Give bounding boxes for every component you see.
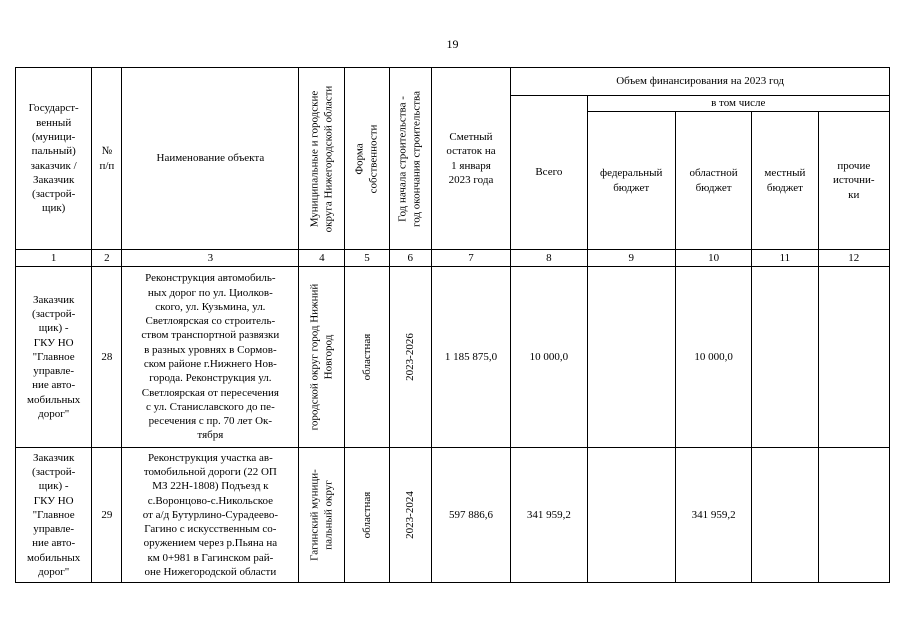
municipality-cell: Гагинский муници- пальный округ — [299, 448, 345, 583]
header-years: Год начала строительства - год окончания строительства — [389, 68, 431, 250]
municipality-cell: городской округ город Нижний Новгород — [299, 267, 345, 448]
federal-cell — [587, 448, 675, 583]
local-cell — [752, 448, 818, 583]
header-municipality: Муниципальные и городские округа Нижегородской области — [299, 68, 345, 250]
object-name-cell: Реконструкция автомобиль- ных дорог по ул. Циолков- ского, ул. Кузьмина, ул. Светлоярская со строитель- ством транспортной развязки в разных уровнях в Сормов- ском районе г.Нижнего Нов- города. Реконструкция ул. Светлоярская от пересечения с ул. Станиславского до пе- ресечения с пр. 70 лет Ок- тября — [122, 267, 299, 448]
column-numbers-row — [16, 250, 890, 267]
financing-table — [15, 67, 890, 583]
balance-cell: 597 886,6 — [431, 448, 510, 583]
federal-cell — [587, 267, 675, 448]
row-number: 28 — [92, 267, 122, 448]
header-balance: Сметный остаток на 1 января 2023 года — [431, 68, 510, 250]
header-other: прочие источни- ки — [818, 112, 889, 250]
header-including: в том числе — [587, 96, 889, 112]
column-number: 3 — [122, 250, 299, 267]
column-number: 9 — [587, 250, 675, 267]
column-number: 4 — [299, 250, 345, 267]
ownership-cell: областная — [345, 448, 389, 583]
header-ownership: Форма собственности — [345, 68, 389, 250]
column-number: 11 — [752, 250, 818, 267]
header-customer: Государст- венный (муници- пальный) заказчик / Заказчик (застрой- щик) — [16, 68, 92, 250]
years-cell: 2023-2026 — [389, 267, 431, 448]
column-number: 10 — [675, 250, 751, 267]
column-number: 12 — [818, 250, 889, 267]
ownership-cell: областная — [345, 267, 389, 448]
local-cell — [752, 267, 818, 448]
column-number: 5 — [345, 250, 389, 267]
header-regional: областной бюджет — [675, 112, 751, 250]
column-number: 2 — [92, 250, 122, 267]
table-row — [16, 448, 890, 583]
header-object-name: Наименование объекта — [122, 68, 299, 250]
total-cell: 10 000,0 — [511, 267, 587, 448]
customer-cell: Заказчик (застрой- щик) - ГКУ НО "Главное управле- ние авто- мобильных дорог" — [16, 267, 92, 448]
other-cell — [818, 448, 889, 583]
row-number: 29 — [92, 448, 122, 583]
table-row — [16, 267, 890, 448]
header-total: Всего — [511, 96, 587, 250]
regional-cell: 10 000,0 — [675, 267, 751, 448]
balance-cell: 1 185 875,0 — [431, 267, 510, 448]
header-financing: Объем финансирования на 2023 год — [511, 68, 890, 96]
total-cell: 341 959,2 — [511, 448, 587, 583]
header-federal: федеральный бюджет — [587, 112, 675, 250]
column-number: 7 — [431, 250, 510, 267]
header-local: местный бюджет — [752, 112, 818, 250]
column-number: 8 — [511, 250, 587, 267]
column-number: 1 — [16, 250, 92, 267]
column-number: 6 — [389, 250, 431, 267]
other-cell — [818, 267, 889, 448]
regional-cell: 341 959,2 — [675, 448, 751, 583]
customer-cell: Заказчик (застрой- щик) - ГКУ НО "Главное управле- ние авто- мобильных дорог" — [16, 448, 92, 583]
years-cell: 2023-2024 — [389, 448, 431, 583]
page-number: 19 — [446, 37, 459, 51]
header-number: № п/п — [92, 68, 122, 250]
object-name-cell: Реконструкция участка ав- томобильной дороги (22 ОП МЗ 22Н-1808) Подъезд к с.Воронцово-с.Никольское от а/д Бутурлино-Сурадеево- Гагино с искусственным со- оружением через р.Пьяна на км 0+981 в Гагинском рай- оне Нижегородской области — [122, 448, 299, 583]
